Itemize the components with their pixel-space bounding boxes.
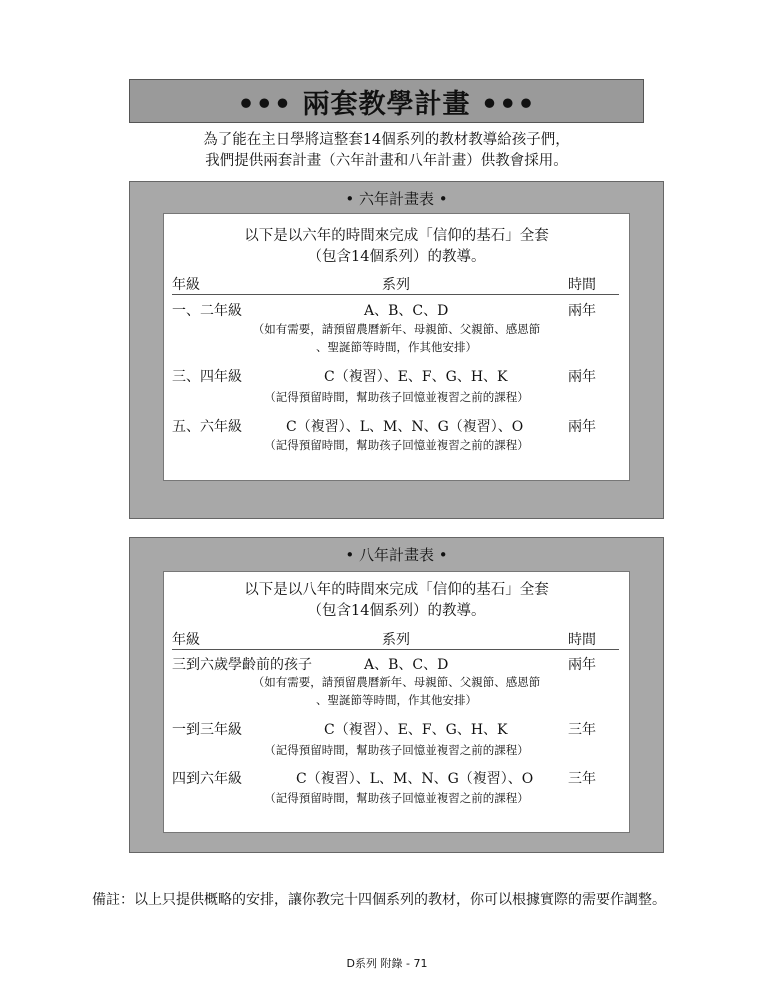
row-grade: 四到六年級 (172, 771, 242, 787)
page-title: ••• 兩套教學計畫 ••• (129, 79, 644, 123)
plan-title: • 六年計畫表 • (345, 190, 448, 208)
row-series: C（複習）、L、M、N、G（複習）、O (296, 771, 534, 787)
plan-description (164, 580, 629, 622)
row-time: 三年 (568, 722, 596, 738)
plan-table (163, 571, 630, 833)
intro-line: 為了能在主日學將這整套14個系列的教材教導給孩子們， (203, 132, 570, 148)
row-grade: 一、二年級 (172, 303, 242, 319)
eight-year-plan (129, 537, 664, 853)
row-note: 、聖誕節等時間，作其他安排） (316, 340, 477, 354)
description-line: （包含14個系列）的教導。 (307, 603, 486, 619)
header-time: 時間 (568, 277, 596, 293)
row-note: （記得預留時間，幫助孩子回憶並複習之前的課程） (264, 791, 529, 805)
row-grade: 一到三年級 (172, 722, 242, 738)
row-note: （記得預留時間，幫助孩子回憶並複習之前的課程） (264, 743, 529, 757)
header-series: 系列 (382, 632, 410, 648)
description-line: 以下是以八年的時間來完成「信仰的基石」全套 (244, 582, 549, 598)
intro-text (129, 130, 644, 172)
header-grade: 年級 (172, 277, 200, 293)
row-series: C（複習）、E、F、G、H、K (324, 722, 508, 738)
plan-table (163, 213, 630, 481)
row-series: A、B、C、D (364, 303, 449, 319)
plan-description (164, 226, 629, 268)
row-grade: 三到六歲學齡前的孩子 (172, 657, 312, 673)
row-note: （記得預留時間，幫助孩子回憶並複習之前的課程） (264, 438, 529, 452)
intro-line: 我們提供兩套計畫（六年計畫和八年計畫）供教會採用。 (205, 153, 568, 169)
row-note: 、聖誕節等時間，作其他安排） (316, 693, 477, 707)
header-grade: 年級 (172, 632, 200, 648)
row-series: C（複習）、E、F、G、H、K (324, 369, 508, 385)
plan-title: • 八年計畫表 • (345, 546, 448, 564)
row-time: 兩年 (568, 303, 596, 319)
footnote: 備註：以上只提供概略的安排，讓你教完十四個系列的教材，你可以根據實際的需要作調整。 (92, 892, 666, 908)
description-line: （包含14個系列）的教導。 (307, 249, 486, 265)
header-divider (172, 649, 619, 650)
page-number: D系列 附錄 - 71 (346, 957, 428, 970)
row-time: 兩年 (568, 657, 596, 673)
row-note: （如有需要，請預留農曆新年、母親節、父親節、感恩節 (252, 322, 541, 336)
description-line: 以下是以六年的時間來完成「信仰的基石」全套 (244, 228, 549, 244)
row-grade: 三、四年級 (172, 369, 242, 385)
header-divider (172, 294, 619, 295)
header-time: 時間 (568, 632, 596, 648)
header-series: 系列 (382, 277, 410, 293)
row-series: C（複習）、L、M、N、G（複習）、O (286, 419, 524, 435)
row-note: （記得預留時間，幫助孩子回憶並複習之前的課程） (264, 390, 529, 404)
row-time: 兩年 (568, 369, 596, 385)
row-time: 三年 (568, 771, 596, 787)
row-series: A、B、C、D (364, 657, 449, 673)
row-time: 兩年 (568, 419, 596, 435)
six-year-plan (129, 181, 664, 519)
row-note: （如有需要，請預留農曆新年、母親節、父親節、感恩節 (252, 675, 541, 689)
row-grade: 五、六年級 (172, 419, 242, 435)
